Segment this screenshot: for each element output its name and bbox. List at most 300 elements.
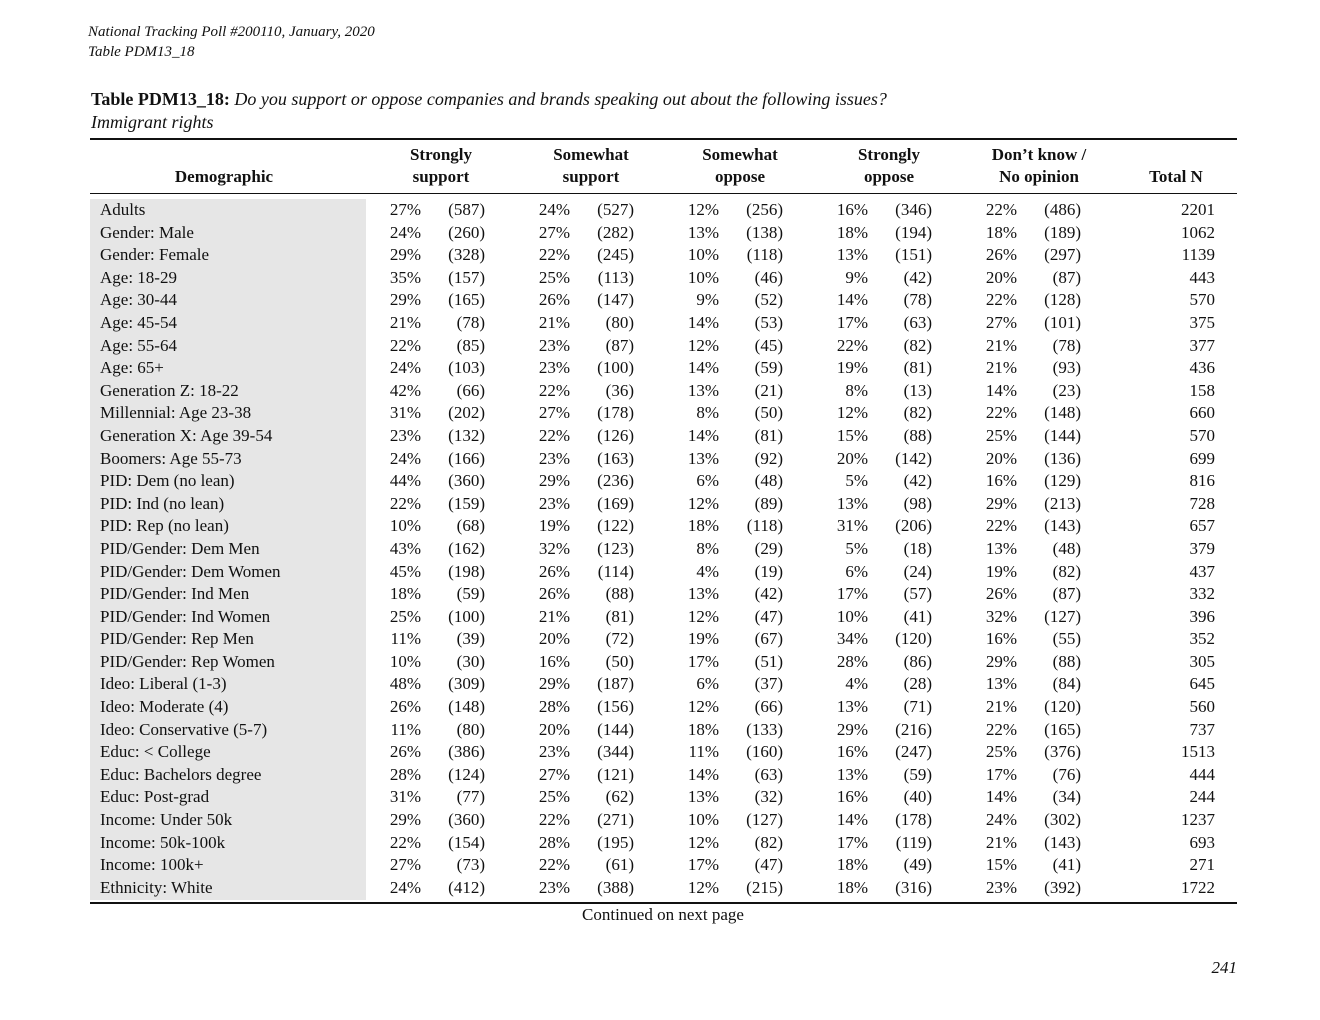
cell-total: 570 — [1189, 425, 1215, 445]
cell-count: (157) — [448, 267, 485, 287]
table-row — [90, 357, 1237, 380]
cell-count: (51) — [754, 651, 783, 671]
cell-percent: 17% — [985, 764, 1017, 784]
cell-total: 1237 — [1181, 810, 1215, 830]
cell-percent: 14% — [687, 312, 719, 332]
cell-percent: 24% — [389, 222, 421, 242]
table-row — [90, 877, 1237, 900]
row-label: Age: 18-29 — [100, 267, 177, 287]
cell-total: 816 — [1189, 471, 1215, 491]
row-label: Adults — [100, 200, 146, 219]
cell-count: (386) — [448, 742, 485, 762]
cell-percent: 23% — [985, 877, 1017, 897]
cell-count: (302) — [1044, 810, 1081, 830]
cell-count: (82) — [754, 832, 783, 852]
cell-percent: 21% — [985, 335, 1017, 355]
cell-count: (73) — [456, 855, 485, 875]
row-label: Boomers: Age 55-73 — [100, 448, 242, 468]
cell-percent: 5% — [845, 471, 868, 491]
cell-count: (260) — [448, 222, 485, 242]
cell-percent: 10% — [389, 516, 421, 536]
cell-percent: 9% — [696, 290, 719, 310]
cell-percent: 13% — [836, 245, 868, 265]
cell-percent: 32% — [985, 606, 1017, 626]
row-label: PID/Gender: Ind Women — [100, 606, 271, 626]
cell-percent: 45% — [389, 561, 421, 581]
cell-percent: 18% — [836, 877, 868, 897]
cell-total: 728 — [1189, 493, 1215, 513]
cell-percent: 11% — [688, 742, 719, 762]
table-row — [90, 854, 1237, 877]
cell-percent: 29% — [985, 493, 1017, 513]
cell-percent: 48% — [389, 674, 421, 694]
cell-percent: 21% — [985, 358, 1017, 378]
row-label: Gender: Female — [100, 245, 210, 265]
cell-count: (213) — [1044, 493, 1081, 513]
cell-count: (87) — [1052, 584, 1081, 604]
cell-count: (63) — [754, 764, 783, 784]
cell-percent: 31% — [836, 516, 868, 536]
cell-percent: 8% — [696, 403, 719, 423]
table-row — [90, 199, 1237, 222]
cell-total: 693 — [1189, 832, 1215, 852]
cell-percent: 12% — [687, 697, 719, 717]
cell-percent: 28% — [836, 651, 868, 671]
cell-count: (81) — [903, 358, 932, 378]
cell-count: (40) — [903, 787, 932, 807]
cell-percent: 12% — [687, 493, 719, 513]
cell-percent: 17% — [836, 584, 868, 604]
cell-percent: 14% — [687, 358, 719, 378]
cell-percent: 28% — [538, 697, 570, 717]
cell-percent: 20% — [985, 448, 1017, 468]
cell-total: 570 — [1189, 290, 1215, 310]
cell-count: (129) — [1044, 471, 1081, 491]
cell-total: 444 — [1189, 764, 1215, 784]
cell-total: 1513 — [1181, 742, 1215, 762]
cell-total: 737 — [1189, 719, 1215, 739]
cell-percent: 6% — [696, 471, 719, 491]
cell-percent: 26% — [389, 742, 421, 762]
cell-count: (81) — [754, 425, 783, 445]
cell-count: (178) — [597, 403, 634, 423]
cell-percent: 14% — [836, 290, 868, 310]
col-header-demographic: Demographic — [174, 167, 274, 186]
cell-percent: 22% — [389, 493, 421, 513]
cell-count: (194) — [895, 222, 932, 242]
cell-percent: 4% — [696, 561, 719, 581]
cell-percent: 22% — [985, 719, 1017, 739]
cell-percent: 9% — [845, 267, 868, 287]
cell-total: 352 — [1189, 629, 1215, 649]
cell-count: (148) — [448, 697, 485, 717]
cell-percent: 13% — [687, 584, 719, 604]
cell-count: (156) — [597, 697, 634, 717]
row-label: Ethnicity: White — [100, 877, 213, 897]
cell-percent: 43% — [389, 538, 421, 558]
cell-total: 699 — [1189, 448, 1215, 468]
cell-count: (412) — [448, 877, 485, 897]
cell-total: 657 — [1189, 516, 1215, 536]
cell-count: (42) — [903, 267, 932, 287]
cell-percent: 22% — [389, 832, 421, 852]
cell-count: (66) — [754, 697, 783, 717]
cell-percent: 4% — [845, 674, 868, 694]
col-header-dont-know: Don’t know / No opinion — [991, 145, 1087, 186]
cell-count: (49) — [903, 855, 932, 875]
table-row — [90, 719, 1237, 742]
cell-count: (57) — [903, 584, 932, 604]
cell-percent: 22% — [538, 425, 570, 445]
table-row — [90, 470, 1237, 493]
cell-percent: 35% — [389, 267, 421, 287]
table-row — [90, 764, 1237, 787]
cell-count: (127) — [746, 810, 783, 830]
cell-percent: 26% — [985, 245, 1017, 265]
cell-percent: 8% — [696, 538, 719, 558]
cell-percent: 20% — [985, 267, 1017, 287]
cell-count: (143) — [1044, 516, 1081, 536]
cell-count: (376) — [1044, 742, 1081, 762]
table-id: Table PDM13_18 — [88, 44, 195, 60]
cell-percent: 16% — [836, 200, 868, 219]
cell-percent: 6% — [845, 561, 868, 581]
cell-count: (13) — [903, 380, 932, 400]
cell-percent: 28% — [538, 832, 570, 852]
cell-total: 377 — [1189, 335, 1215, 355]
row-label: PID: Rep (no lean) — [100, 516, 229, 536]
cell-percent: 29% — [389, 290, 421, 310]
cell-count: (132) — [448, 425, 485, 445]
row-label: PID/Gender: Dem Women — [100, 561, 281, 581]
table-title-label: Table PDM13_18: — [91, 89, 230, 109]
row-label: PID/Gender: Rep Women — [100, 651, 275, 671]
cell-count: (206) — [895, 516, 932, 536]
cell-count: (32) — [754, 787, 783, 807]
cell-count: (72) — [605, 629, 634, 649]
cell-count: (154) — [448, 832, 485, 852]
cell-percent: 10% — [836, 606, 868, 626]
cell-percent: 24% — [389, 448, 421, 468]
cell-count: (160) — [746, 742, 783, 762]
cell-count: (41) — [903, 606, 932, 626]
cell-percent: 10% — [687, 810, 719, 830]
cell-percent: 21% — [538, 312, 570, 332]
cell-count: (41) — [1052, 855, 1081, 875]
cell-count: (87) — [605, 335, 634, 355]
cell-count: (147) — [597, 290, 634, 310]
cell-count: (163) — [597, 448, 634, 468]
cell-percent: 25% — [389, 606, 421, 626]
cell-percent: 14% — [985, 787, 1017, 807]
cell-count: (392) — [1044, 877, 1081, 897]
row-label: PID: Dem (no lean) — [100, 471, 235, 491]
cell-percent: 21% — [985, 832, 1017, 852]
cell-count: (86) — [903, 651, 932, 671]
cell-total: 1722 — [1181, 877, 1215, 897]
cell-count: (89) — [754, 493, 783, 513]
table-row — [90, 696, 1237, 719]
table-row — [90, 380, 1237, 403]
cell-count: (52) — [754, 290, 783, 310]
cell-percent: 27% — [538, 764, 570, 784]
cell-count: (486) — [1044, 200, 1081, 219]
cell-count: (101) — [1044, 312, 1081, 332]
cell-count: (118) — [746, 516, 783, 536]
cell-count: (47) — [754, 606, 783, 626]
table-row — [90, 832, 1237, 855]
cell-count: (63) — [903, 312, 932, 332]
table-row — [90, 741, 1237, 764]
cell-percent: 12% — [687, 606, 719, 626]
cell-percent: 44% — [389, 471, 421, 491]
cell-percent: 19% — [687, 629, 719, 649]
table-row — [90, 651, 1237, 674]
cell-percent: 34% — [836, 629, 868, 649]
table-row — [90, 583, 1237, 606]
cell-count: (309) — [448, 674, 485, 694]
table-row — [90, 222, 1237, 245]
cell-total: 305 — [1189, 651, 1215, 671]
cell-count: (42) — [754, 584, 783, 604]
cell-count: (344) — [597, 742, 634, 762]
cell-percent: 26% — [538, 584, 570, 604]
cell-count: (216) — [895, 719, 932, 739]
cell-count: (88) — [1052, 651, 1081, 671]
cell-count: (78) — [1052, 335, 1081, 355]
cell-percent: 27% — [389, 200, 421, 219]
cell-percent: 14% — [687, 764, 719, 784]
cell-total: 436 — [1189, 358, 1215, 378]
cell-count: (202) — [448, 403, 485, 423]
cell-count: (360) — [448, 810, 485, 830]
cell-percent: 13% — [985, 674, 1017, 694]
cell-count: (81) — [605, 606, 634, 626]
cell-percent: 21% — [389, 312, 421, 332]
cell-percent: 12% — [687, 200, 719, 219]
running-header — [88, 22, 375, 62]
cell-count: (30) — [456, 651, 485, 671]
cell-percent: 26% — [389, 697, 421, 717]
row-label: Educ: Post-grad — [100, 787, 210, 807]
cell-count: (121) — [597, 764, 634, 784]
table-row — [90, 289, 1237, 312]
table-row — [90, 606, 1237, 629]
cell-count: (62) — [605, 787, 634, 807]
table-question: Do you support or oppose companies and brands speaking out about the following issues? — [234, 89, 887, 109]
row-label: PID/Gender: Rep Men — [100, 629, 254, 649]
cell-count: (93) — [1052, 358, 1081, 378]
cell-count: (48) — [754, 471, 783, 491]
cell-percent: 22% — [985, 403, 1017, 423]
cell-percent: 22% — [985, 290, 1017, 310]
cell-count: (39) — [456, 629, 485, 649]
table-row — [90, 809, 1237, 832]
cell-count: (136) — [1044, 448, 1081, 468]
cell-percent: 21% — [985, 697, 1017, 717]
row-label: Income: 50k-100k — [100, 832, 226, 852]
cell-percent: 26% — [985, 584, 1017, 604]
cell-percent: 16% — [538, 651, 570, 671]
cell-count: (388) — [597, 877, 634, 897]
cell-percent: 6% — [696, 674, 719, 694]
row-label: Age: 65+ — [100, 358, 164, 378]
cell-count: (82) — [903, 403, 932, 423]
row-label: Generation Z: 18-22 — [100, 380, 239, 400]
cell-percent: 17% — [836, 312, 868, 332]
cell-percent: 20% — [538, 719, 570, 739]
cell-percent: 22% — [538, 855, 570, 875]
row-label: PID/Gender: Dem Men — [100, 538, 260, 558]
cell-percent: 27% — [538, 403, 570, 423]
row-label: Millennial: Age 23-38 — [100, 403, 252, 423]
cell-count: (271) — [597, 810, 634, 830]
table-row — [90, 673, 1237, 696]
cell-count: (46) — [754, 267, 783, 287]
cell-total: 437 — [1189, 561, 1215, 581]
table-row — [90, 335, 1237, 358]
cell-percent: 27% — [538, 222, 570, 242]
table-row — [90, 312, 1237, 335]
col-header-strongly-support: Strongly support — [409, 145, 473, 186]
cell-count: (82) — [1052, 561, 1081, 581]
cell-percent: 15% — [985, 855, 1017, 875]
cell-percent: 27% — [985, 312, 1017, 332]
cell-count: (148) — [1044, 403, 1081, 423]
cell-percent: 29% — [538, 674, 570, 694]
cell-count: (21) — [754, 380, 783, 400]
cell-total: 332 — [1189, 584, 1215, 604]
cell-percent: 29% — [538, 471, 570, 491]
cell-count: (316) — [895, 877, 932, 897]
cell-percent: 14% — [687, 425, 719, 445]
cell-percent: 12% — [687, 877, 719, 897]
cell-total: 660 — [1189, 403, 1215, 423]
cell-count: (120) — [1044, 697, 1081, 717]
cell-count: (80) — [605, 312, 634, 332]
cell-count: (113) — [597, 267, 634, 287]
cell-percent: 16% — [836, 787, 868, 807]
cell-total: 379 — [1189, 538, 1215, 558]
cell-percent: 19% — [538, 516, 570, 536]
cell-percent: 17% — [687, 651, 719, 671]
cell-percent: 8% — [845, 380, 868, 400]
cell-count: (82) — [903, 335, 932, 355]
cell-total: 2201 — [1181, 200, 1215, 219]
cell-percent: 11% — [390, 719, 421, 739]
cell-count: (67) — [754, 629, 783, 649]
cell-percent: 17% — [687, 855, 719, 875]
cell-percent: 25% — [538, 787, 570, 807]
table-row — [90, 267, 1237, 290]
header-rule — [90, 193, 1237, 194]
cell-percent: 23% — [538, 877, 570, 897]
cell-percent: 19% — [836, 358, 868, 378]
cell-percent: 13% — [687, 787, 719, 807]
row-label: Gender: Male — [100, 222, 194, 242]
cell-total: 1062 — [1181, 222, 1215, 242]
cell-percent: 16% — [985, 471, 1017, 491]
cell-total: 1139 — [1181, 245, 1215, 265]
cell-percent: 29% — [836, 719, 868, 739]
cell-percent: 22% — [538, 380, 570, 400]
row-label: Generation X: Age 39-54 — [100, 425, 273, 445]
cell-count: (245) — [597, 245, 634, 265]
cell-count: (66) — [456, 380, 485, 400]
cell-count: (78) — [903, 290, 932, 310]
cell-count: (119) — [895, 832, 932, 852]
cell-percent: 24% — [538, 200, 570, 219]
cell-count: (256) — [746, 200, 783, 219]
cell-percent: 18% — [389, 584, 421, 604]
cell-percent: 15% — [836, 425, 868, 445]
cell-total: 375 — [1189, 312, 1215, 332]
cell-percent: 22% — [985, 200, 1017, 219]
cell-total: 560 — [1189, 697, 1215, 717]
cell-total: 158 — [1189, 380, 1215, 400]
cell-percent: 13% — [687, 448, 719, 468]
cell-percent: 18% — [687, 719, 719, 739]
cell-percent: 23% — [538, 358, 570, 378]
cell-count: (126) — [597, 425, 634, 445]
cell-count: (100) — [597, 358, 634, 378]
cell-percent: 23% — [389, 425, 421, 445]
poll-name: National Tracking Poll #200110, January, 2020 — [88, 24, 375, 40]
table-row — [90, 628, 1237, 651]
top-rule — [90, 138, 1237, 140]
cell-count: (71) — [903, 697, 932, 717]
cell-percent: 23% — [538, 742, 570, 762]
table-title — [91, 88, 887, 134]
table-row — [90, 493, 1237, 516]
cell-percent: 24% — [389, 877, 421, 897]
cell-count: (138) — [746, 222, 783, 242]
cell-count: (215) — [746, 877, 783, 897]
cell-percent: 16% — [985, 629, 1017, 649]
cell-count: (133) — [746, 719, 783, 739]
cell-count: (162) — [448, 538, 485, 558]
table-row — [90, 425, 1237, 448]
cell-count: (78) — [456, 312, 485, 332]
cell-count: (122) — [597, 516, 634, 536]
cell-count: (18) — [903, 538, 932, 558]
cell-percent: 24% — [389, 358, 421, 378]
cell-percent: 23% — [538, 448, 570, 468]
row-label: PID: Ind (no lean) — [100, 493, 225, 513]
cell-percent: 20% — [538, 629, 570, 649]
cell-count: (42) — [903, 471, 932, 491]
cell-percent: 13% — [836, 493, 868, 513]
cell-count: (88) — [605, 584, 634, 604]
row-label: Ideo: Conservative (5-7) — [100, 719, 268, 739]
cell-count: (247) — [895, 742, 932, 762]
cell-percent: 12% — [836, 403, 868, 423]
cell-percent: 12% — [687, 832, 719, 852]
cell-percent: 31% — [389, 403, 421, 423]
table-subtitle: Immigrant rights — [91, 112, 214, 132]
cell-percent: 17% — [836, 832, 868, 852]
row-label: Income: Under 50k — [100, 810, 233, 830]
cell-percent: 25% — [985, 425, 1017, 445]
cell-percent: 20% — [836, 448, 868, 468]
cell-percent: 29% — [985, 651, 1017, 671]
cell-count: (84) — [1052, 674, 1081, 694]
cell-count: (189) — [1044, 222, 1081, 242]
cell-count: (124) — [448, 764, 485, 784]
cell-percent: 10% — [687, 245, 719, 265]
cell-percent: 25% — [985, 742, 1017, 762]
cell-count: (98) — [903, 493, 932, 513]
